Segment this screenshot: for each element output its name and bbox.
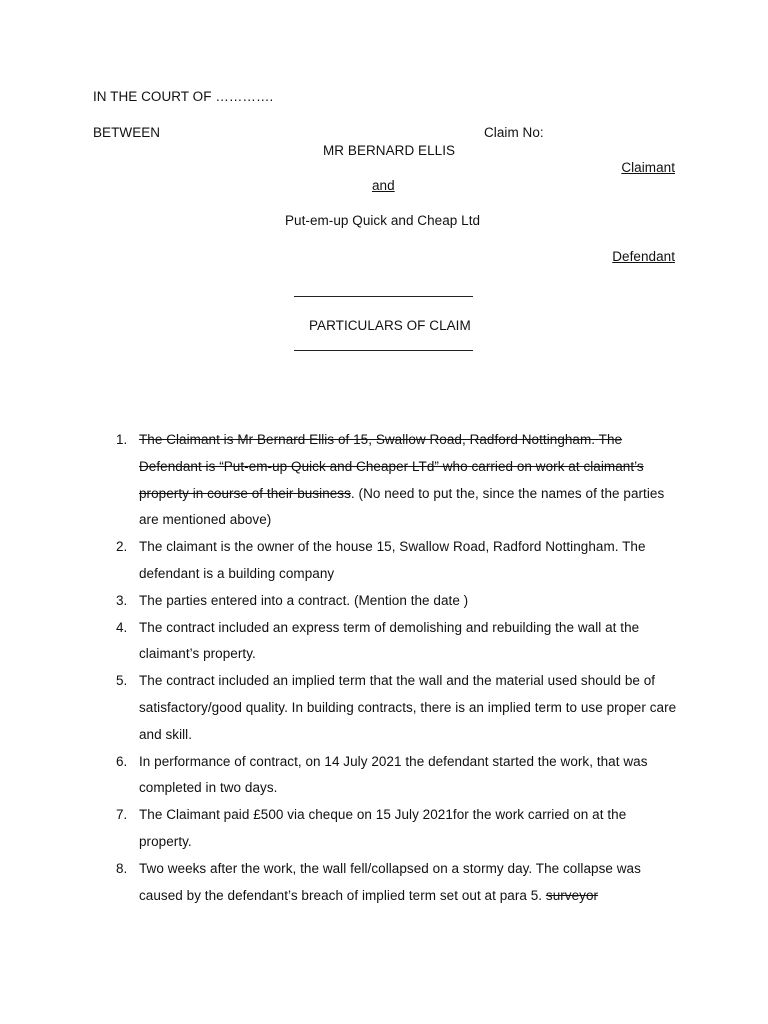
struck-text: surveyor (545, 887, 599, 903)
defendant-role: Defendant (612, 249, 675, 264)
item-number: 5. (116, 673, 128, 689)
item-number: 1. (116, 432, 128, 447)
item-text: In performance of contract, on 14 July 2021 the defendant started the work, that was completed in two days. (139, 753, 648, 796)
title-rule-bottom (294, 350, 473, 351)
list-item (93, 749, 678, 803)
item-text: . (No need to put the, since the names of the parties are mentioned above) (139, 485, 665, 528)
item-number: 6. (116, 753, 128, 769)
court-heading: IN THE COURT OF …………. (93, 89, 274, 104)
between-label: BETWEEN (93, 125, 161, 140)
item-number: 2. (116, 539, 128, 555)
list-item (93, 856, 678, 910)
item-number: 7. (116, 807, 128, 823)
item-text: The Claimant paid £500 via cheque on 15 July 2021for the work carried on at the property. (139, 807, 627, 849)
struck-text: The Claimant is Mr Bernard Ellis of 15, Swallow Road, Radford Nottingham. The Defendant is “Put-em-up Quick and Cheaper LTd” who carried on work at claimant’s property in course of their business (139, 432, 644, 501)
document-title: PARTICULARS OF CLAIM (309, 318, 471, 333)
defendant-name: Put-em-up Quick and Cheap Ltd (285, 213, 481, 228)
claims-list (93, 427, 678, 909)
claimant-name: MR BERNARD ELLIS (323, 143, 456, 158)
list-item (93, 588, 678, 615)
list-item (93, 534, 678, 588)
claim-number-label: Claim No: (484, 125, 544, 140)
item-text: Two weeks after the work, the wall fell/collapsed on a stormy day. The collapse was caused by the defendant’s breach of implied term set out at para 5. (139, 860, 641, 903)
list-item (93, 668, 678, 748)
item-text: The claimant is the owner of the house 15, Swallow Road, Radford Nottingham. The defendant is a building company (139, 539, 646, 581)
list-item (93, 615, 678, 669)
and-label: and (372, 178, 395, 193)
item-text: The contract included an express term of demolishing and rebuilding the wall at the claimant’s property. (139, 619, 640, 662)
title-rule-top (294, 296, 473, 297)
item-number: 4. (116, 619, 128, 635)
item-number: 3. (116, 592, 128, 608)
list-item (93, 802, 678, 856)
list-item (93, 427, 678, 534)
item-number: 8. (116, 860, 128, 876)
claimant-role: Claimant (621, 160, 675, 175)
item-text: The parties entered into a contract. (Mention the date ) (139, 592, 469, 608)
item-text: The contract included an implied term that the wall and the material used should be of satisfactory/good quality. In building contracts, there is an implied term to use proper care and skill. (139, 673, 677, 742)
